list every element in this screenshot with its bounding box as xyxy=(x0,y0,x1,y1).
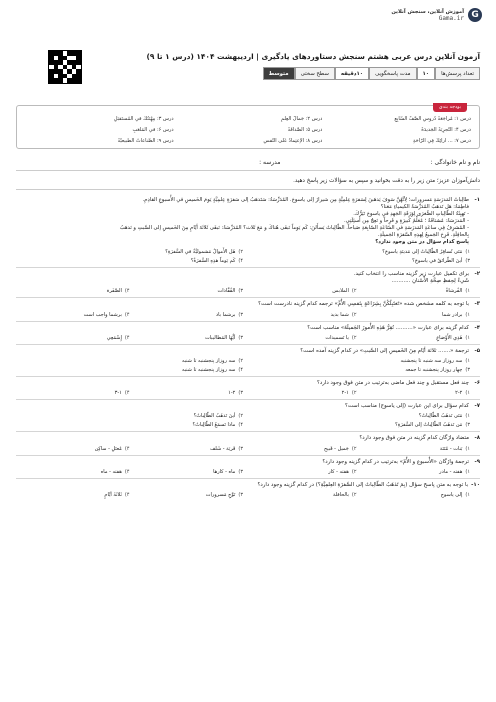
question-list xyxy=(16,194,480,501)
option-4[interactable]: ۴) كَم يَوماً هذِهِ السَّفرَةُ؟ xyxy=(190,258,243,264)
question-count-value: ۱۰ xyxy=(417,67,436,80)
question-number: ۷- xyxy=(474,403,480,410)
topic-item: درس ۴: التَّجرِبَةُ الجَديدَةُ xyxy=(421,127,471,133)
option-1[interactable]: ۱) هفته - مادر xyxy=(439,468,470,475)
duration-value: ۱۰دقیقه xyxy=(335,67,369,80)
question-8 xyxy=(16,432,480,455)
option-3[interactable]: ۳) ۱-۲ xyxy=(228,390,243,397)
option-3[interactable]: ۳) برشما باد xyxy=(215,311,243,318)
question-text: ترجمة «....... ثلاثة أيّام مِنَ الخَميسِ إلى السَّبتِ» در کدام گزینه آمده است؟ xyxy=(300,347,469,354)
question-number: ۲- xyxy=(474,271,480,277)
question-text: چند فعل مستقبل و چند فعل ماضی به‌ترتیب در متن فوق وجود دارد؟ xyxy=(317,380,469,387)
topic-item: درس ۵: الصَّداقَةُ xyxy=(287,127,323,133)
question-number: ۴- xyxy=(474,324,480,331)
difficulty-label: سطح سختی xyxy=(295,67,335,80)
option-4[interactable]: ۴) سه روزاز پنجشنبه تا شنبه xyxy=(181,367,243,374)
option-1[interactable]: ۱) الفُرشاةُ xyxy=(445,288,470,295)
reading-passage xyxy=(16,197,469,246)
topic-item: درس ۶: في المَلعَبِ xyxy=(132,127,174,133)
passage-line: بِالحافِلَةِ. فَرِحَ الجَميعُ لِهذِهِ السَّفرَةِ الجَميلَةِ. xyxy=(377,232,469,238)
option-2[interactable]: ۲) هفته - کار xyxy=(328,468,357,475)
question-text: برای تکمیل عبارت زیر گزینه مناسب را انتخاب کنید. xyxy=(353,271,469,277)
option-3[interactable]: ۳) تَوَّجِ مَسرورات xyxy=(205,492,243,499)
option-4[interactable]: ۴) ثَلاثَةَ أيّامٍ xyxy=(104,492,130,499)
qr-code-icon xyxy=(48,50,82,84)
question-sentence: شَيءٌ لِحِفظِ صِحَّةِ الأَسْنانِ ........... xyxy=(391,278,469,285)
question-number: ۳- xyxy=(474,301,480,308)
option-2[interactable]: ۲) بالحافلة xyxy=(332,492,357,499)
passage-line: - تَهيِئَةُ الطّالِباتِ الصُّغرَى لِوَرَقَةِ الجَهدِ في ياسوجَ تَيَرُّكَ. xyxy=(353,211,469,217)
student-info xyxy=(16,159,480,171)
option-4[interactable]: ۴) مُعتَلِ - ساكِن xyxy=(94,445,130,452)
brand-site[interactable]: Gama.ir xyxy=(438,14,464,22)
topic-budget-tag: بودجه بندی xyxy=(433,103,467,112)
duration-label: مدت پاسخگویی xyxy=(369,67,416,80)
option-1[interactable]: ۱) برادر شما xyxy=(441,311,470,318)
option-3[interactable]: ۳) القُفَّاذات xyxy=(217,288,243,295)
option-1[interactable]: ۱) هَذِي الأَوْضاعِ xyxy=(436,334,470,341)
question-text: کدام گزینه برای عبارت «.......... نُقِرُّ هَذِهِ الأُمورَ الجَميلَةَ» مناسب است؟ xyxy=(307,324,469,331)
question-text: متضاد واژگان کدام گزینه در متن فوق وجود دارد؟ xyxy=(359,435,469,442)
option-4[interactable]: ۴) هفته - ماه xyxy=(100,468,130,475)
passage-line: طالِباتُ المَدرَسَةِ مَسرورات؛ لِأنَّهُنَّ سَوفَ يَذهَبنَ لِسَفرَةٍ عِلمِيَّةٍ مِن شيرازَ إلى ياسوجَ. المُدَرِّسَةُ: سَتَذهَبُ إلى سَفرَةٍ عِلمِيَّةٍ يَومَ الخَميسِ في الأُسبوعِ القادِمِ. xyxy=(142,197,469,203)
question-number: ۶- xyxy=(474,380,480,387)
exam-header xyxy=(104,52,480,80)
question-number: ۵- xyxy=(474,347,480,354)
option-3[interactable]: ۳) چهار روزاز پنجشنبه تا جمعه xyxy=(405,367,470,374)
topic-item: درس ۳: مِهْنَتُكَ في المُستَقبَلِ xyxy=(113,116,174,122)
option-2[interactable]: ۲) شما بدید xyxy=(330,311,357,318)
question-number: ۹- xyxy=(474,458,480,465)
option-1[interactable]: ۱) مَتَى تَذهَبُ الطّالِباتُ؟ xyxy=(418,413,470,420)
topic-item: درس ۱: مُراجَعَةُ دُروسِ الصَّفِّ السّابِعِ xyxy=(394,116,471,122)
student-name-label: نام و نام خانوادگی : xyxy=(430,159,480,166)
option-4[interactable]: ۴) إِسْمَعِي xyxy=(106,334,130,341)
option-3[interactable]: ۳) قَريَة - شَلف xyxy=(210,445,243,452)
option-1[interactable]: ۱) إلى ياسوج xyxy=(440,492,470,499)
option-2[interactable]: ۲) أينَ تَذهَبُ الطّالِباتُ؟ xyxy=(193,413,243,420)
option-2[interactable]: ۲) ۲-۱ xyxy=(341,390,357,397)
exam-meta xyxy=(104,67,480,80)
option-2[interactable]: ۲) يا تَسميذات xyxy=(325,334,357,341)
question-7 xyxy=(16,400,480,432)
question-9 xyxy=(16,456,480,479)
question-text: با توجه به کلمه مشخص شده «تَغتَبِلُكُنَّ بِشِرَاعَةٍ بِنَفسِي الأُمِّ» ترجمه کدام گزینه نادرست است؟ xyxy=(258,301,469,308)
question-10 xyxy=(16,479,480,501)
passage-line: - المُشرِفُ فِي ساعَةِ المَدرَسَةِ في السّاعَةِ السّابِعَةِ صَباحاً. الطّالِباتُ يَسأَلنَ: كَم يَوماً نَبقَى هُناكَ و مَعَ ثَلاث؟ المُدَرِّسَةُ: نَبقَى ثَلاثَةَ أيّامٍ مِنَ الخَميسِ إلى السَّبتِ و نَذهَبُ xyxy=(119,225,469,231)
option-1[interactable]: ۱) سه روزاز سه شنبه تا پنجشنبه xyxy=(400,358,470,365)
option-4[interactable]: ۴) ۳-۱ xyxy=(114,390,130,397)
topic-budget-box xyxy=(16,105,480,149)
question-number: ۱- xyxy=(474,197,480,203)
exam-title: آزمون آنلاین درس عربی هشتم سنجش دستاوردهای یادگیری | اردیبهشت ۱۴۰۴ (درس ۱ تا ۹) xyxy=(146,52,480,61)
question-1 xyxy=(16,194,480,268)
difficulty-value: متوسط xyxy=(263,67,295,80)
option-3[interactable]: ۳) أينَ الطّرائقُ في ياسوجَ؟ xyxy=(412,258,470,264)
option-1[interactable]: ۱) بَنات - مُتَنَة xyxy=(439,445,470,452)
option-3[interactable]: ۳) ماه - کارها xyxy=(213,468,243,475)
question-count-label: تعداد پرسش‌ها xyxy=(435,67,480,80)
question-text: کدام سؤال برای این عبارت (إلى ياسوج) مناسب است؟ xyxy=(344,403,469,410)
brand-name: آموزش آنلاین، سنجش آنلاین xyxy=(391,8,464,15)
instructions: دانش‌آموزان عزیز؛ متن زیر را به دقت بخوانید و سپس به سؤالات زیر پاسخ دهید. xyxy=(16,178,480,190)
question-5 xyxy=(16,345,480,377)
option-3[interactable]: ۳) أيُّهَا المَطاليبات xyxy=(204,334,243,341)
question-text: پاسخ کدام سؤال در متن وجود ندارد؟ xyxy=(375,239,469,245)
passage-line: - المَدرَسَةُ: مُشتاقَةٌ ؛ مُعَلِّمُ كَبيرَةٍ و فَرِحاً و نَعِجُ مِن أسئِلَتِي. xyxy=(344,218,469,224)
question-3 xyxy=(16,298,480,321)
question-2 xyxy=(16,268,480,298)
option-3[interactable]: ۳) مَن تَذهَبُ الطّالِباتُ إلى السَّفرَةِ؟ xyxy=(395,422,470,429)
option-2[interactable]: ۲) جَميل - قَبيح xyxy=(323,445,357,452)
question-text: ترجمة واژگان «الأُسبوع و الأُمّ» به‌ترتیب در کدام گزینه وجود دارد؟ xyxy=(322,458,469,465)
passage-line: فاطِمَةُ: هَل تَذهَبُ المُدَرِّسَةُ الكيمياءِ مَعَنا؟ xyxy=(380,204,469,210)
topic-item: درس ۲: جَمالُ العِلمِ xyxy=(281,116,323,122)
question-number: ۸- xyxy=(474,435,480,442)
question-4 xyxy=(16,322,480,345)
topic-item: درس ۹: الصِّناعاتُ الطّبيعيَّةُ xyxy=(117,138,174,144)
option-1[interactable]: ۱) مَتَى تُسافِرُ الطّالِباتُ إلى مَدينَةِ ياسوجَ؟ xyxy=(382,249,470,255)
question-6 xyxy=(16,377,480,400)
gama-logo-icon: G xyxy=(468,8,482,22)
option-4[interactable]: ۴) الصَّفَرة xyxy=(106,288,130,295)
option-2[interactable]: ۲) الملابس xyxy=(332,288,357,295)
option-2[interactable]: ۲) سه روزاز پنجشنبه تا شنبه xyxy=(181,358,243,365)
option-2[interactable]: ۲) هَل الأَموالُ مَشموليَّةٌ في السَّفرَةِ؟ xyxy=(165,249,243,255)
topic-item: درس ۷: ... آرائِكَ فِي الرّاحَةِ xyxy=(412,138,471,144)
question-number: ۱۰- xyxy=(471,481,480,488)
brand[interactable] xyxy=(391,8,482,22)
option-4[interactable]: ۴) برشما واجب است xyxy=(83,311,130,318)
school-label: مدرسه : xyxy=(259,159,281,166)
topic-item: درس ۸: الاِعتِمادُ عَلَى النَّفسِ xyxy=(263,138,323,144)
option-1[interactable]: ۱) ۲-۲ xyxy=(455,390,470,397)
option-4[interactable]: ۴) ماذا تَسمَعُ الطّالِباتُ؟ xyxy=(192,422,243,429)
question-text: با توجه به متن پاسخ سؤال (بِمَ تَذهَبُ الطّالِباتُ إلى السَّفرَةِ العِلمِيَّةِ؟) در کدام گزینه وجود دارد؟ xyxy=(257,481,469,488)
